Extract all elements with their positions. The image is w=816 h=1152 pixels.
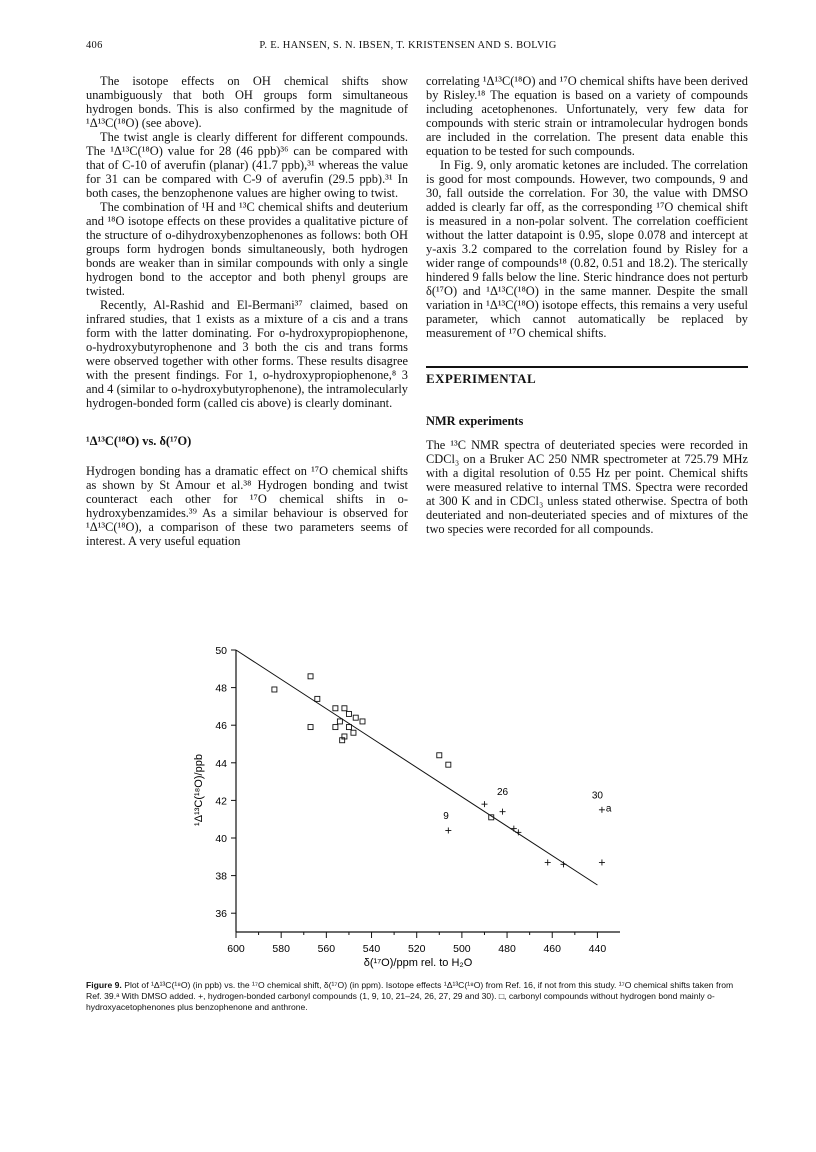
x-tick-label: 560 [317, 943, 336, 955]
plus-point [599, 859, 605, 865]
y-tick-label: 48 [215, 682, 227, 695]
figure-9 [180, 640, 640, 972]
section-heading: EXPERIMENTAL [426, 366, 748, 386]
y-axis-label: ¹Δ¹³C(¹⁸O)/ppb [193, 754, 205, 826]
chart-axes [215, 645, 620, 955]
square-point [351, 730, 356, 735]
y-tick-label: 46 [215, 720, 227, 733]
square-point [333, 706, 338, 711]
square-point [315, 696, 320, 701]
plus-point [500, 809, 506, 815]
section-heading: ¹Δ¹³C(¹⁸O) vs. δ(¹⁷O) [86, 434, 192, 448]
square-point [346, 725, 351, 730]
page-number: 406 [86, 40, 103, 51]
paragraph: In Fig. 9, only aromatic ketones are included. The correlation is good for most compounds. However, two compounds, 9 and 30, fall outside the correlation. For 30, the value with DMSO added is clearly far off, as the corresponding ¹⁷O chemical shift is measured in a non-polar solvent. The correlation coefficient without the latter datapoint is 0.95, slope 0.078 and intercept at y-axis 3.2 compared to the correlation found by Risley for a wider range of compounds¹⁸ (0.82, 0.51 and 18.2). The sterically hindered 9 falls below the line. Steric hindrance does not perturb δ(¹⁷O) and ¹Δ¹³C(¹⁸O) in the same manner. Despite the small variation in ¹Δ¹³C(¹⁸O) isotope effects, this remains a very useful parameter, which cannot automatically be replaced by measurement of ¹⁷O chemical shifts. [426, 158, 748, 340]
square-point [337, 719, 342, 724]
plus-point [445, 827, 451, 833]
regression-line [236, 650, 597, 885]
figure-caption [86, 980, 736, 1013]
x-tick-label: 540 [362, 943, 381, 955]
point-annotation: 26 [496, 786, 509, 798]
paragraph: Recently, Al-Rashid and El-Bermani³⁷ claimed, based on infrared studies, that 1 exists as a mixture of a cis and a trans form with the latter dominating. For o-hydroxypropiophenone, o-hydroxybutyrophenone and 3 both the cis and trans forms were observed together with other forms. These results disagree with the present findings. For 1, o-hydroxypropiophenone,⁸ 3 and 4 (similar to o-hydroxybutyrophenone), the intramolecularly hydrogen-bonded form (called cis above) is clearly dominant. [86, 298, 408, 410]
running-authors: P. E. HANSEN, S. N. IBSEN, T. KRISTENSEN AND S. BOLVIG [259, 40, 557, 51]
x-tick-label: 460 [543, 943, 562, 955]
square-point [346, 711, 351, 716]
x-tick-label: 520 [407, 943, 426, 955]
plus-point [481, 801, 487, 807]
square-point [353, 715, 358, 720]
right-column [426, 74, 748, 536]
y-tick-label: 36 [215, 908, 227, 921]
paragraph: Hydrogen bonding has a dramatic effect on ¹⁷O chemical shifts as shown by St Amour et al.³⁸ Hydrogen bonding and twist counteract each other for ¹⁷O chemical shifts in o-hydroxybenzamides.³⁹ As a similar behaviour is observed for ¹Δ¹³C(¹⁸O), a comparison of these two parameters seems of interest. A very useful equation [86, 464, 408, 548]
y-tick-label: 44 [215, 757, 227, 770]
plus-point [511, 826, 517, 832]
point-annotation: 9 [443, 811, 449, 823]
chart-marks [236, 650, 612, 885]
scatter-chart [180, 640, 640, 972]
plus-point [599, 807, 605, 813]
paragraph: The ¹³C NMR spectra of deuteriated species were recorded in CDCl₃ on a Bruker AC 250 NMR spectrometer at 725.79 MHz with a digital resolution of 0.55 Hz per point. Chemical shifts were measured relative to internal TMS. Spectra were recorded at 300 K and in CDCl₃ unless stated otherwise. Spectra of both deuteriated and non-deuteriated species and of mixtures of the two species were recorded for all compounds. [426, 438, 748, 536]
point-annotation: 30 [591, 790, 603, 802]
square-point [342, 706, 347, 711]
square-point [446, 762, 451, 767]
subsection-heading: NMR experiments [426, 414, 524, 428]
x-axis-label: δ(¹⁷O)/ppm rel. to H₂O [363, 957, 473, 969]
caption-text: Plot of ¹Δ¹³C(¹⁸O) (in ppb) vs. the ¹⁷O chemical shift, δ(¹⁷O) (in ppm). Isotope effects ¹Δ¹³C(¹⁸O) from Ref. 16, if not from this study. ¹⁷O chemical shifts taken from Ref. 39.ᵃ With DMSO added. +, hydrogen-bonded carbonyl compounds (1, 9, 10, 21–24, 26, 27, 29 and 30). □, carbonyl compounds without hydrogen bond mainly o-hydroxyacetophenones plus benzophenone and anthrone. [86, 980, 734, 1012]
plus-point [561, 861, 567, 867]
paragraph: correlating ¹Δ¹³C(¹⁸O) and ¹⁷O chemical shifts have been derived by Risley.¹⁸ The equation is based on a variety of compounds including acetophenones. Unfortunately, very few data for compounds with steric strain or intramolecular hydrogen bonds are included in the correlation. The present data enable this equation to be tested for such compounds. [426, 74, 748, 158]
y-tick-label: 42 [215, 795, 227, 808]
square-point [308, 674, 313, 679]
caption-label: Figure 9. [86, 980, 122, 990]
y-tick-label: 38 [215, 870, 227, 883]
paragraph: The twist angle is clearly different for different compounds. The ¹Δ¹³C(¹⁸O) value for 28 (46 ppb)³⁶ can be compared with that of C-10 of averufin (planar) (41.7 ppb),³¹ whereas the value for 31 can be compared with C-9 of averufin (29.5 ppb).³¹ In both cases, the benzophenone values are higher owing to twist. [86, 130, 408, 200]
x-tick-label: 480 [498, 943, 516, 955]
x-tick-label: 600 [227, 943, 245, 955]
paragraph: The isotope effects on OH chemical shifts show unambiguously that both OH groups form simultaneous hydrogen bonds. This is also confirmed by the magnitude of ¹Δ¹³C(¹⁸O) (see above). [86, 74, 408, 130]
point-annotation: a [605, 803, 612, 815]
square-point [308, 725, 313, 730]
y-tick-label: 40 [215, 833, 227, 845]
y-tick-label: 50 [215, 645, 227, 657]
running-header [0, 40, 816, 56]
square-point [360, 719, 365, 724]
square-point [272, 687, 277, 692]
square-point [333, 725, 338, 730]
paragraph: The combination of ¹H and ¹³C chemical shifts and deuterium and ¹⁸O isotope effects on these provides a qualitative picture of the structure of o-dihydroxybenzophenones as follows: both OH groups form hydrogen bonds simultaneously, both hydrogen bonds are weaker than in similar compounds with only a single hydrogen bond to the acceptor and both phenyl groups are twisted. [86, 200, 408, 298]
x-tick-label: 580 [272, 943, 290, 955]
square-point [437, 753, 442, 758]
x-tick-label: 500 [453, 943, 471, 955]
plus-point [545, 859, 551, 865]
x-tick-label: 440 [588, 943, 607, 955]
left-column [86, 74, 408, 548]
